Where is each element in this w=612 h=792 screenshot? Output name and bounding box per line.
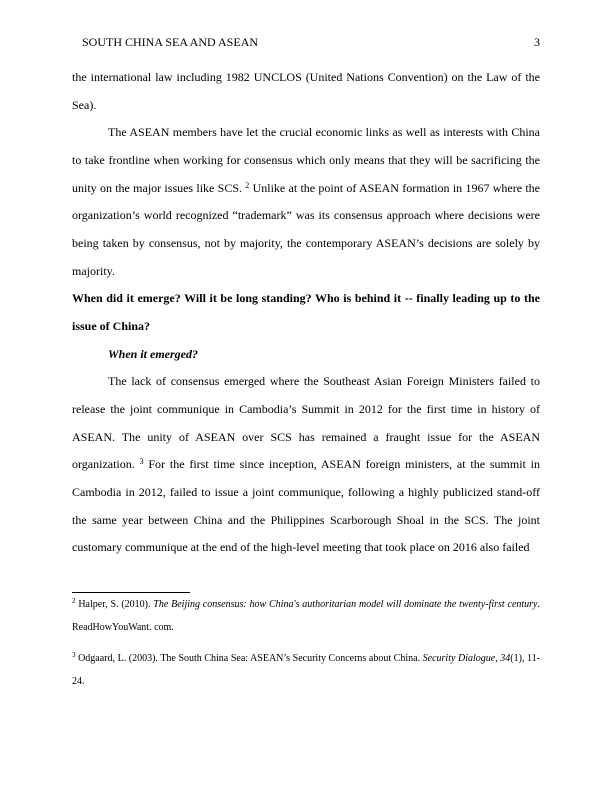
section-heading: When did it emerge? Will it be long standing? Who is behind it -- finally leading up to the issue of China? [72,291,540,333]
running-head: SOUTH CHINA SEA AND ASEAN [82,35,259,49]
text: . ReadHowYouWant. com. [72,599,540,633]
text: The lack of consensus emerged where the Southeast Asian Foreign Ministers failed to release the joint communique in Cambodia’s Summit in 2012 for the first time in history of ASEAN. The unity of ASEAN over SCS has remained a fraught issue for the ASEAN organization. [72,374,540,472]
page-header [82,35,540,50]
footnote [72,593,540,639]
footnote-number: 3 [72,651,76,659]
text: Odgaard, L. (2003). The South China Sea: ASEAN’s Security Concerns about China. [75,653,423,664]
text: (1), 11-24. [72,653,540,687]
subsection-heading: When it emerged? [108,346,198,361]
text: For the first time since inception, ASEAN foreign ministers, at the summit in Cambodia in 2012, failed to issue a joint communique, following a highly publicized stand-off the same year between China and the Philippines Scarborough Shoal in the SCS. The joint customary communique at the end of the high-level meeting that took place on 2016 also failed [72,457,541,555]
footnote-ref[interactable]: 2 [245,180,250,190]
paragraph: the international law including 1982 UNCLOS (United Nations Convention) on the Law of the Sea). [72,70,540,112]
paragraph [72,368,540,562]
footnotes [72,593,540,701]
citation-title: The Beijing consensus: how China's authoritarian model will dominate the twenty-first century [153,599,538,610]
text: Unlike at the point of ASEAN formation in 1967 where the organization’s world recognized “trademark” was its consensus approach where decisions were being taken by consensus, not by majority, the contemporary ASEAN’s decisions are solely by majority. [72,180,540,278]
footnote [72,647,540,693]
paragraph [72,119,540,285]
citation-journal: Security Dialogue [422,653,496,664]
body-text [72,64,540,562]
footnote-ref[interactable]: 3 [139,457,144,467]
text: , [495,653,501,664]
text: The ASEAN members have let the crucial economic links as well as interests with China to take frontline when working for consensus which only means that they will be sacrificing the unity on the major issues like SCS. [72,125,540,195]
page-number: 3 [534,35,540,49]
text: Halper, S. (2010). [75,599,154,610]
footnote-number: 2 [72,597,76,605]
citation-volume: 34 [500,653,511,664]
